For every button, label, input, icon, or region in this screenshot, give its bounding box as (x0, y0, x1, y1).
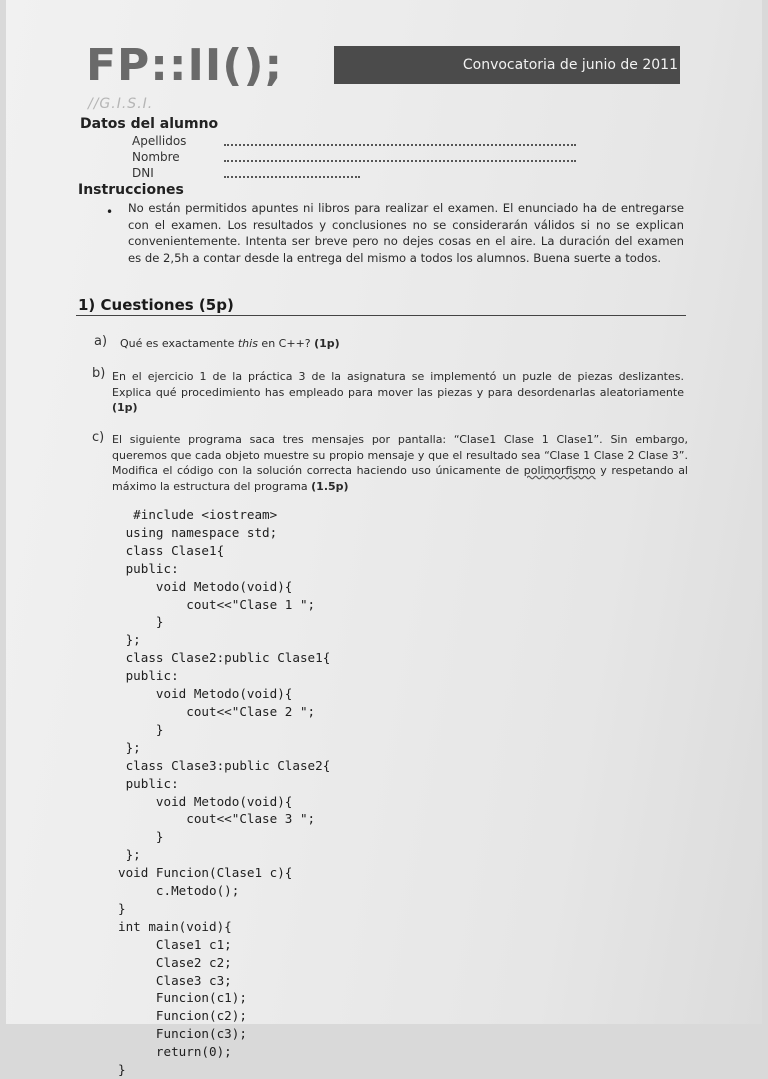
code-line: int main(void){ (118, 918, 232, 934)
field-label-surname: Apellidos (132, 134, 187, 148)
question-a-text: Qué es exactamente this en C++? (1p) (120, 337, 340, 350)
question-c-text: El siguiente programa saca tres mensajes por pantalla: “Clase1 Clase 1 Clase1”. Sin embargo, queremos que cada objeto muestre su propio mensaje y que el resultado sea “Clase 1 Clase 2 Clase 3”. Modifica el código con la solución correcta haciendo uso únicamente de polimorfismo y respetando al máximo la estructura del programa (1.5p) (112, 433, 688, 493)
code-line: public: (118, 560, 179, 576)
instructions-text: No están permitidos apuntes ni libros para realizar el examen. El enunciado ha de entregarse con el examen. Los resultados y conclusiones no se considerarán válidos si no se explican convenientemente. Intenta ser breve pero no dejes cosas en el aire. La duración del examen es de 2,5h a contar desde la entrega del mismo a todos los alumnos. Buena suerte a todos. (128, 201, 684, 265)
field-label-name: Nombre (132, 150, 180, 164)
code-line: Funcion(c1); (118, 990, 247, 1006)
code-line: } (118, 829, 164, 845)
code-line: class Clase2:public Clase1{ (118, 650, 331, 666)
code-line: void Metodo(void){ (118, 686, 293, 702)
name-line[interactable] (224, 160, 576, 162)
section-title: 1) Cuestiones (5p) (78, 296, 234, 314)
code-line: cout<<"Clase 2 "; (118, 703, 316, 719)
code-line: cout<<"Clase 3 "; (118, 811, 316, 827)
code-line: void Funcion(Clase1 c){ (118, 865, 293, 881)
bullet-icon: • (106, 205, 114, 219)
code-line: class Clase3:public Clase2{ (118, 757, 331, 773)
course-logo: FP::II(); (86, 40, 284, 91)
logo-subtitle: //G.I.S.I. (88, 96, 154, 112)
code-line: Clase1 c1; (118, 936, 232, 952)
exam-sheet (6, 0, 762, 1078)
code-line: } (118, 721, 164, 737)
code-line: Funcion(c2); (118, 1008, 247, 1024)
code-line: #include <iostream> (118, 507, 278, 522)
code-line: Funcion(c3); (118, 1026, 247, 1042)
code-line: public: (118, 775, 179, 791)
code-line: void Metodo(void){ (118, 578, 293, 594)
code-line: } (118, 614, 164, 630)
code-line: } (118, 1062, 126, 1078)
code-line: void Metodo(void){ (118, 793, 293, 809)
question-c-letter: c) (92, 430, 105, 445)
code-line: cout<<"Clase 1 "; (118, 596, 316, 612)
code-line: class Clase1{ (118, 542, 225, 558)
code-line: }; (118, 847, 141, 863)
question-b-text: En el ejercicio 1 de la práctica 3 de la asignatura se implementó un puzle de piezas deslizantes. Explica qué procedimiento has empleado para mover las piezas y para desordenarlas aleatoriamente (1p) (112, 370, 684, 414)
code-line: Clase3 c3; (118, 972, 232, 988)
code-listing (118, 506, 330, 1079)
field-label-dni: DNI (132, 166, 154, 180)
section-divider (76, 315, 686, 316)
question-a-letter: a) (94, 334, 108, 349)
code-line: }; (118, 632, 141, 648)
code-line: }; (118, 739, 141, 755)
code-line: } (118, 900, 126, 916)
surname-line[interactable] (224, 144, 576, 146)
code-line: c.Metodo(); (118, 883, 240, 899)
code-line: return(0); (118, 1044, 232, 1060)
student-data-heading: Datos del alumno (80, 116, 219, 132)
code-line: Clase2 c2; (118, 954, 232, 970)
code-line: using namespace std; (118, 524, 278, 540)
dni-line[interactable] (224, 176, 360, 178)
question-b-letter: b) (92, 366, 106, 381)
code-line: public: (118, 668, 179, 684)
instructions-heading: Instrucciones (78, 182, 184, 198)
exam-session-banner: Convocatoria de junio de 2011 (334, 46, 680, 84)
